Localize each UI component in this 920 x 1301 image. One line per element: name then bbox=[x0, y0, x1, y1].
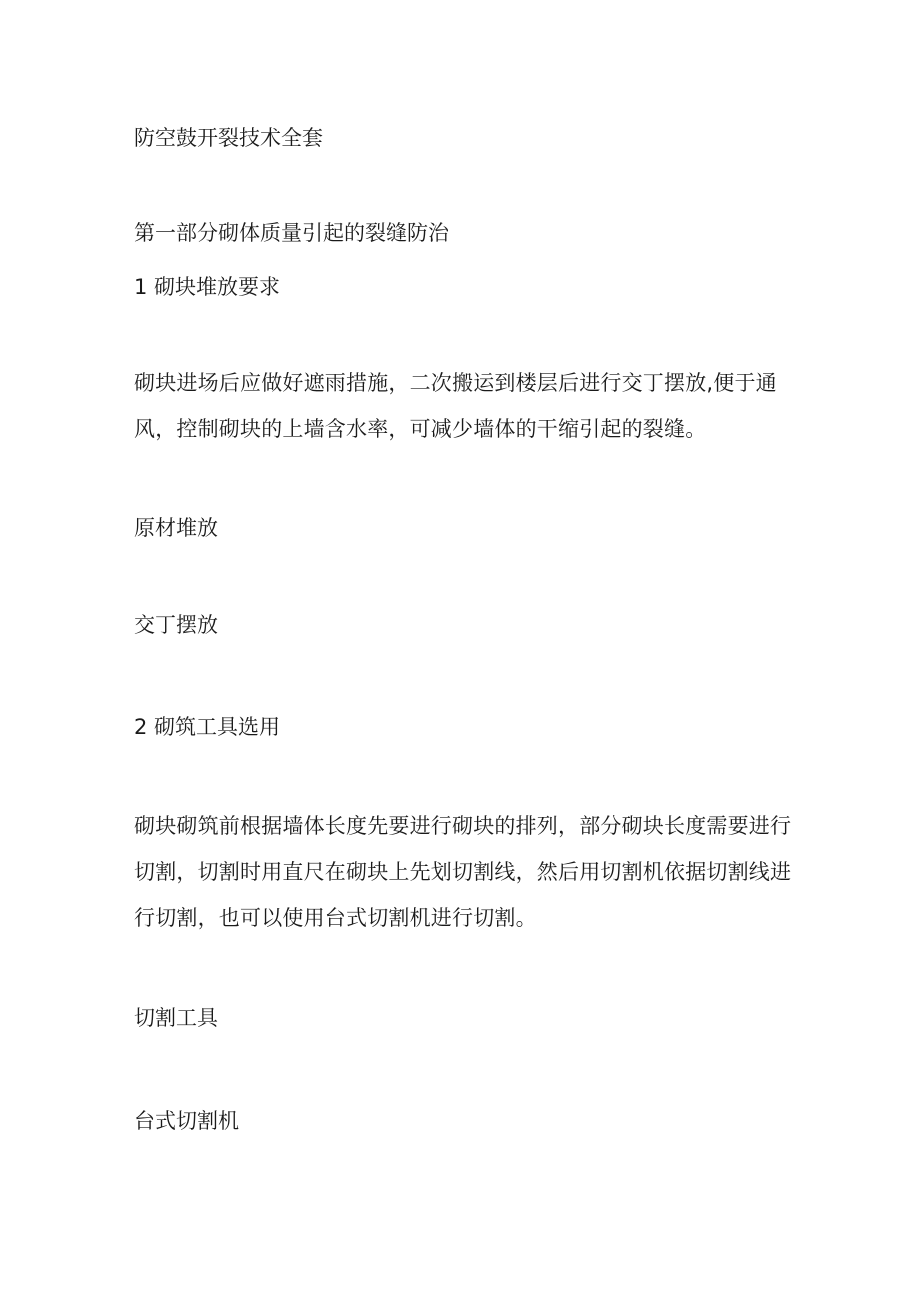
section-1-heading: 1 砌块堆放要求 bbox=[134, 275, 281, 299]
section-2-caption-1: 切割工具 bbox=[134, 1006, 218, 1030]
section-2-body: 砌块砌筑前根据墙体长度先要进行砌块的排列，部分砌块长度需要进行切割，切割时用直尺在砌块上先划切割线，然后用切割机依据切割线进行切割，也可以使用台式切割机进行切割。 bbox=[134, 814, 792, 930]
section-2-caption-2: 台式切割机 bbox=[134, 1109, 239, 1133]
section-1-caption-2: 交丁摆放 bbox=[134, 613, 218, 637]
part-heading: 第一部分砌体质量引起的裂缝防治 bbox=[134, 221, 449, 245]
document-title: 防空鼓开裂技术全套 bbox=[134, 126, 323, 150]
section-1-body: 砌块进场后应做好遮雨措施，二次搬运到楼层后进行交丁摆放,便于通风，控制砌块的上墙含水率，可减少墙体的干缩引起的裂缝。 bbox=[134, 371, 777, 441]
section-2-heading: 2 砌筑工具选用 bbox=[134, 715, 281, 739]
section-1-caption-1: 原材堆放 bbox=[134, 516, 218, 540]
